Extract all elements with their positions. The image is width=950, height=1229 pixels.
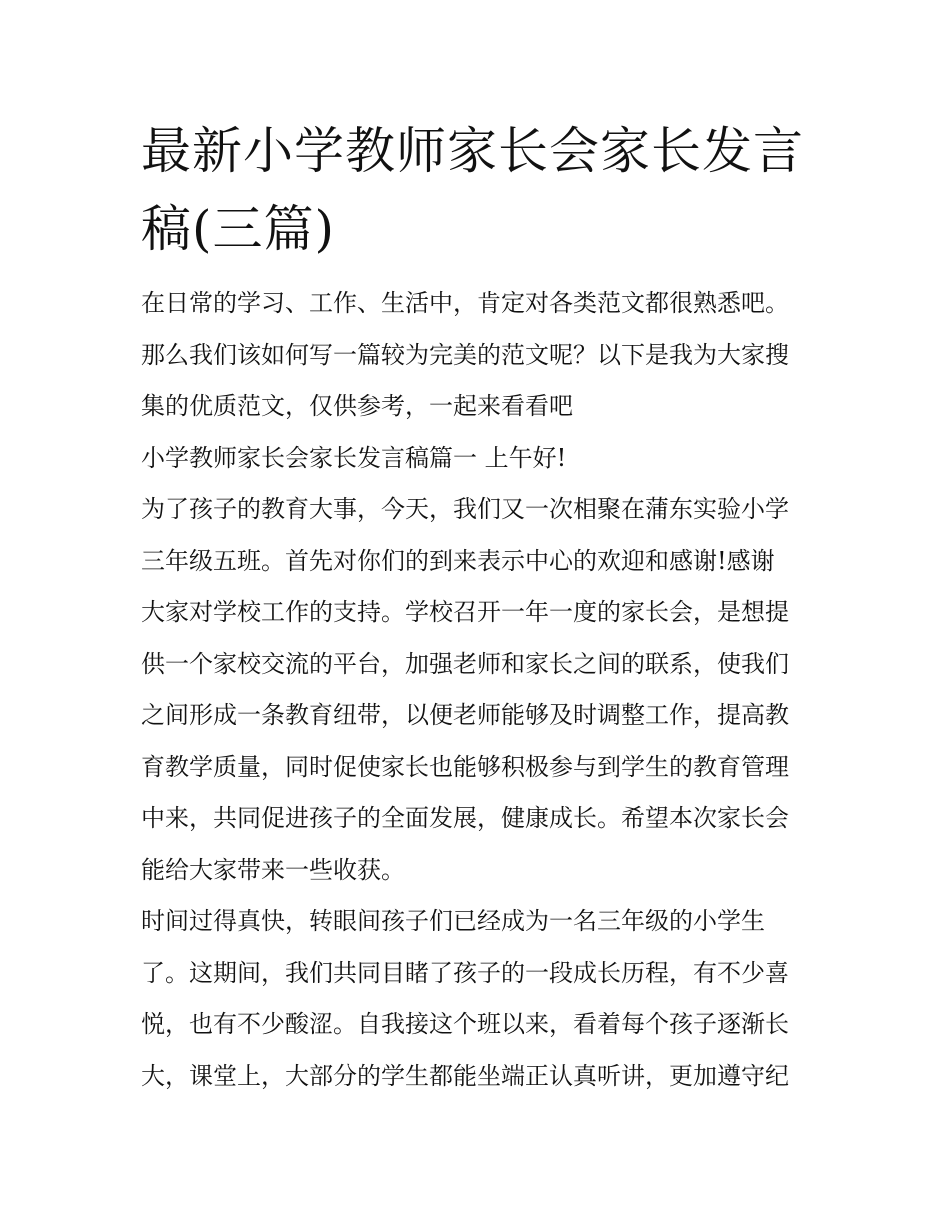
- text-line: 中来，共同促进孩子的全面发展，健康成长。希望本次家长会: [141, 804, 789, 832]
- text-line: 供一个家校交流的平台，加强老师和家长之间的联系，使我们: [141, 649, 789, 678]
- text-line: 时间过得真快，转眼间孩子们已经成为一名三年级的小学生: [141, 907, 765, 935]
- text-line: 在日常的学习、工作、生活中，肯定对各类范文都很熟悉吧。: [141, 289, 789, 317]
- document-body: [141, 278, 813, 1102]
- document-page: [141, 112, 813, 1102]
- text-line: 能给大家带来一些收获。: [141, 855, 405, 884]
- text-line: 集的优质范文，仅供参考，一起来看看吧: [141, 392, 573, 420]
- title-line: 最新小学教师家长会家长发言: [141, 122, 804, 180]
- text-line: 那么我们该如何写一篇较为完美的范文呢？以下是我为大家搜: [141, 340, 789, 369]
- text-line: 育教学质量，同时促使家长也能够积极参与到学生的教育管理: [141, 752, 789, 781]
- text-line: 大，课堂上，大部分的学生都能坐端正认真听讲，更加遵守纪: [141, 1061, 789, 1090]
- title-line: 稿(三篇): [141, 200, 336, 258]
- text-line: 悦，也有不少酸涩。自我接这个班以来，看着每个孩子逐渐长: [141, 1010, 789, 1038]
- text-line: 大家对学校工作的支持。学校召开一年一度的家长会，是想提: [141, 598, 789, 626]
- text-line: 三年级五班。首先对你们的到来表示中心的欢迎和感谢!感谢: [141, 546, 775, 575]
- text-line: 了。这期间，我们共同目睹了孩子的一段成长历程，有不少喜: [141, 958, 789, 987]
- section-heading-line: 小学教师家长会家长发言稿篇一 上午好!: [141, 443, 567, 472]
- document-title: [141, 112, 813, 268]
- text-line: 之间形成一条教育纽带，以便老师能够及时调整工作，提高教: [141, 701, 789, 729]
- text-line: 为了孩子的教育大事，今天，我们又一次相聚在蒲东实验小学: [141, 495, 789, 523]
